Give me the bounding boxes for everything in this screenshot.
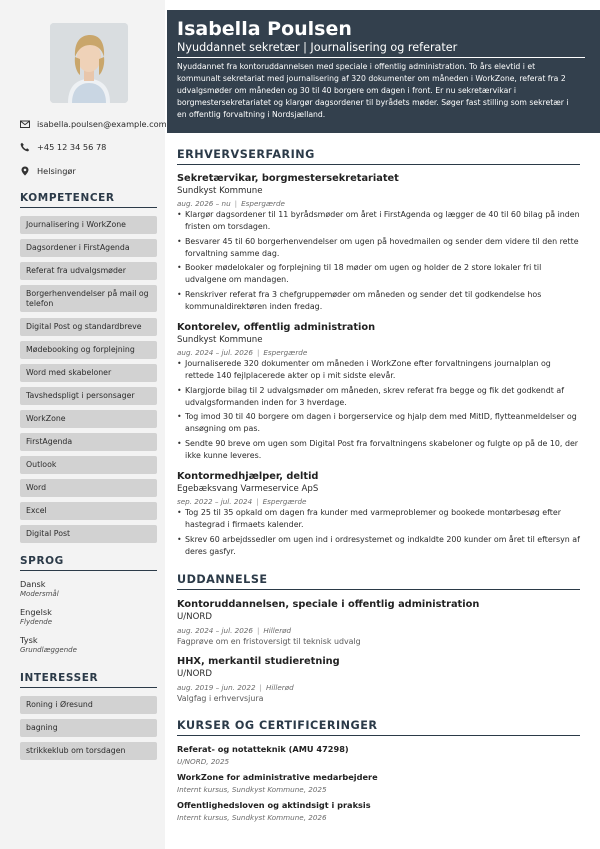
mail-icon bbox=[20, 119, 30, 129]
candidate-role: Nyuddannet sekretær | Journalisering og referater bbox=[177, 41, 458, 54]
languages-heading: SPROG bbox=[20, 555, 157, 571]
job-title: Kontorelev, offentlig administration bbox=[177, 322, 376, 333]
language-item bbox=[20, 579, 59, 598]
education-dates: aug. 2024 – jul. 2026 bbox=[177, 626, 253, 635]
job-organization: Egebæksvang Varmeservice ApS bbox=[177, 484, 319, 494]
job-bullet: • Klargør dagsordener til 11 byrådsmøder om året i FirstAgenda og lægger de 40 til 60 bilag på inden fristen om torsdagen. bbox=[177, 209, 580, 233]
summary-line: Nyuddannet fra kontoruddannelsen med speciale i offentlig administration. To års elevtid i et bbox=[177, 62, 536, 71]
education-dates: aug. 2019 – jun. 2022 bbox=[177, 683, 256, 692]
contact-email[interactable] bbox=[20, 119, 167, 129]
header-banner bbox=[167, 10, 600, 133]
education-title: Kontoruddannelsen, speciale i offentlig administration bbox=[177, 599, 480, 610]
skill-chip: WorkZone bbox=[20, 410, 157, 428]
phone-text: +45 12 34 56 78 bbox=[37, 142, 107, 152]
summary-line: udvalgsmøder om måneden og 30 til 40 borgere om dagen i front. Er nu sekretærvikar i bbox=[177, 86, 517, 96]
job-meta: sep. 2022 – jul. 2024 | Espergærde bbox=[177, 497, 307, 506]
job-bullet: • Renskriver referat fra 3 chefgruppemøder om måneden og sender det til godkendelse hos kommunaldirektøren inden fredag. bbox=[177, 289, 580, 313]
job-bullets bbox=[177, 507, 580, 560]
interests-heading: INTERESSER bbox=[20, 672, 157, 688]
education-meta: aug. 2024 – jul. 2026 | Hillerød bbox=[177, 626, 292, 635]
job-bullet: • Klargjorde bilag til 2 udvalgsmøder om måneden, skrev referat fra begge og fik det godkendt af udvalgsformanden inden for 3 hverdage. bbox=[177, 385, 580, 409]
education-description: Valgfag i erhvervsjura bbox=[177, 694, 264, 703]
course-subtitle: Internt kursus, Sundkyst Kommune, 2025 bbox=[177, 785, 327, 794]
summary-line: en offentlig forvaltning i Nordsjælland. bbox=[177, 110, 326, 120]
job-bullet: • Tog 25 til 35 opkald om dagen fra kunder med varmeproblemer og bookede montørbesøg efter hastegrad i firmaets kalender. bbox=[177, 507, 580, 531]
interest-chip: bagning bbox=[20, 719, 157, 737]
job-bullet: • Sendte 90 breve om ugen som Digital Post fra forvaltningens skabeloner og fulgte op på de 10, der ikke kunne leveres. bbox=[177, 438, 580, 462]
skill-chip: Dagsordener i FirstAgenda bbox=[20, 239, 157, 257]
profile-photo bbox=[50, 23, 128, 103]
job-dates: sep. 2022 – jul. 2024 bbox=[177, 497, 253, 506]
education-school: U/NORD bbox=[177, 612, 212, 622]
course-title: Referat- og notatteknik (AMU 47298) bbox=[177, 744, 349, 754]
language-level: Modersmål bbox=[20, 590, 59, 598]
skill-chip: Tavshedspligt i personsager bbox=[20, 387, 157, 405]
job-meta: aug. 2024 – jul. 2026 | Espergærde bbox=[177, 348, 308, 357]
education-school: U/NORD bbox=[177, 669, 212, 679]
job-bullet: • Booker mødelokaler og forplejning til 18 møder om ugen og holder de 2 store lokaler fri til udvalgene om mandagen. bbox=[177, 262, 580, 286]
job-dates: aug. 2026 – nu bbox=[177, 199, 231, 208]
experience-heading: ERHVERVSERFARING bbox=[177, 148, 580, 165]
skill-chip: Excel bbox=[20, 502, 157, 520]
interest-chip: Roning i Øresund bbox=[20, 696, 157, 714]
skill-chip: FirstAgenda bbox=[20, 433, 157, 451]
job-dates: aug. 2024 – jul. 2026 bbox=[177, 348, 253, 357]
job-meta: aug. 2026 – nu | Espergærde bbox=[177, 199, 285, 208]
language-level: Flydende bbox=[20, 618, 53, 626]
location-text: Helsingør bbox=[37, 166, 76, 176]
education-description: Fagprøve om en fristoversigt til teknisk udvalg bbox=[177, 637, 361, 646]
skills-heading: KOMPETENCER bbox=[20, 192, 157, 208]
skill-chip: Digital Post bbox=[20, 525, 157, 543]
job-title: Sekretærvikar, borgmestersekretariatet bbox=[177, 173, 399, 184]
job-bullet: • Tog imod 30 til 40 borgere om dagen i borgerservice og hjalp dem med MitID, flytteanmeldelser og ansøgning om pas. bbox=[177, 411, 580, 435]
skill-chip: Outlook bbox=[20, 456, 157, 474]
course-title: WorkZone for administrative medarbejdere bbox=[177, 772, 378, 782]
course-subtitle: Internt kursus, Sundkyst Kommune, 2026 bbox=[177, 813, 327, 822]
skill-chip: Borgerhenvendelser på mail og telefon bbox=[20, 285, 157, 312]
location-pin-icon bbox=[20, 166, 30, 176]
contact-phone[interactable] bbox=[20, 142, 160, 152]
job-place: Espergærde bbox=[262, 497, 307, 506]
skill-chip: Mødebooking og forplejning bbox=[20, 341, 157, 359]
education-heading: UDDANNELSE bbox=[177, 573, 580, 590]
skill-chip: Word med skabeloner bbox=[20, 364, 157, 382]
course-subtitle: U/NORD, 2025 bbox=[177, 757, 230, 766]
job-bullets bbox=[177, 358, 580, 464]
summary-line: kommunalt sekretariat med journalisering af 320 dokumenter om måneden i WorkZone, referat fra 2 bbox=[177, 74, 566, 84]
language-name: Engelsk bbox=[20, 607, 52, 617]
candidate-name: Isabella Poulsen bbox=[177, 18, 352, 40]
course-title: Offentlighedsloven og aktindsigt i praksis bbox=[177, 800, 371, 810]
skill-chip: Journalisering i WorkZone bbox=[20, 216, 157, 234]
job-bullet: • Skrev 60 arbejdssedler om ugen ind i ordresystemet og indkaldte 200 kunder om året til eftersyn af deres gasfyr. bbox=[177, 534, 580, 558]
job-bullet: • Besvarer 45 til 60 borgerhenvendelser om ugen på hovedmailen og sender dem videre til den rette forvaltning samme dag. bbox=[177, 236, 580, 260]
job-organization: Sundkyst Kommune bbox=[177, 186, 263, 196]
job-bullet: • Journaliserede 320 dokumenter om måneden i WorkZone efter forvaltningens journalplan og rettede 140 fejlplacerede akter op i mit sidste elevår. bbox=[177, 358, 580, 382]
phone-icon bbox=[20, 142, 30, 152]
job-title: Kontormedhjælper, deltid bbox=[177, 471, 319, 482]
language-level: Grundlæggende bbox=[20, 646, 77, 654]
email-text: isabella.poulsen@example.com bbox=[37, 119, 167, 129]
education-title: HHX, merkantil studieretning bbox=[177, 656, 340, 667]
profile-summary bbox=[177, 61, 590, 121]
language-name: Dansk bbox=[20, 579, 46, 589]
interest-chip: strikkeklub om torsdagen bbox=[20, 742, 157, 760]
skill-chip: Digital Post og standardbreve bbox=[20, 318, 157, 336]
contact-location bbox=[20, 166, 160, 176]
language-name: Tysk bbox=[20, 635, 38, 645]
skill-chip: Referat fra udvalgsmøder bbox=[20, 262, 157, 280]
courses-heading: KURSER OG CERTIFICERINGER bbox=[177, 719, 580, 736]
education-meta: aug. 2019 – jun. 2022 | Hillerød bbox=[177, 683, 294, 692]
summary-line: borgmestersekretariatet og klargør dagsordener til byrådets møder. Søger fast stilling som sekretær i bbox=[177, 98, 569, 108]
skill-chip: Word bbox=[20, 479, 157, 497]
language-item bbox=[20, 635, 77, 654]
education-place: Hillerød bbox=[263, 626, 292, 635]
job-place: Espergærde bbox=[241, 199, 285, 208]
job-bullets bbox=[177, 209, 580, 315]
job-place: Espergærde bbox=[263, 348, 308, 357]
header-divider bbox=[177, 57, 585, 58]
job-organization: Sundkyst Kommune bbox=[177, 335, 263, 345]
language-item bbox=[20, 607, 52, 626]
education-place: Hillerød bbox=[265, 683, 294, 692]
